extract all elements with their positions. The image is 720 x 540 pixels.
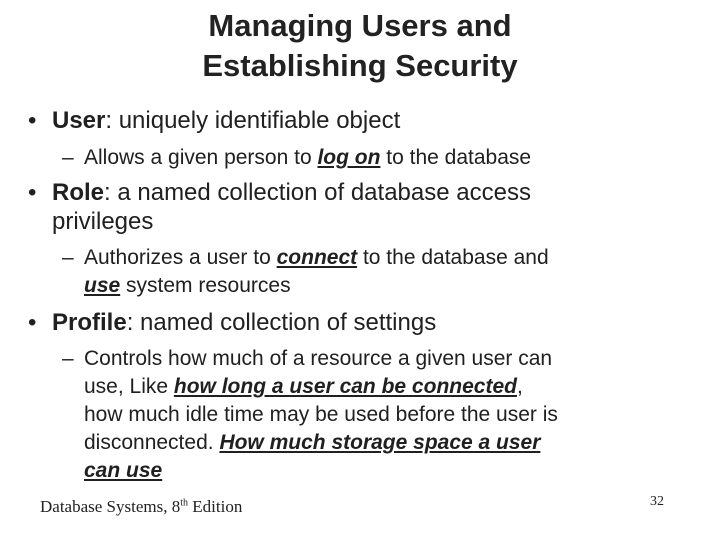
emphasis-how-long: how long a user can be connected (173, 375, 517, 398)
page-number: 32 (650, 494, 664, 509)
emphasis-storage: How much storage space a user (219, 431, 541, 454)
term-user: User (52, 107, 106, 134)
sub-bullet-user-text (84, 144, 531, 171)
sub-bullet-role-text-1 (84, 244, 549, 271)
bullet-user-desc: : uniquely identifiable object (105, 107, 401, 134)
text-segment: use, Like (84, 375, 174, 398)
text-segment: system resources (120, 274, 291, 297)
term-role: Role (52, 179, 105, 206)
text-segment: Authorizes a user to (84, 246, 277, 269)
slide-title-line-2: Establishing Security (202, 48, 518, 83)
footer-book-name: Database Systems, 8 (40, 497, 181, 516)
footer-edition: Edition (188, 497, 243, 516)
text-segment: to the database (380, 146, 532, 169)
sub-bullet-dash: – (62, 347, 74, 370)
emphasis-log-on: log on (317, 146, 381, 169)
sub-bullet-profile-line-2 (84, 373, 523, 400)
sub-bullet-role-text-2 (84, 272, 291, 299)
footer-book-title (40, 497, 242, 517)
emphasis-can-use: can use (84, 459, 163, 482)
bullet-user-text (52, 106, 400, 135)
sub-bullet-dash: – (62, 246, 74, 269)
bullet-role-desc-2: privileges (52, 208, 154, 235)
sub-bullet-profile-line-3: how much idle time may be used before the user is (84, 403, 558, 426)
bullet-dot: • (28, 309, 37, 336)
bullet-role-desc-1: : a named collection of database access (104, 179, 531, 206)
text-segment: Allows a given person to (84, 146, 318, 169)
bullet-role-text (52, 178, 531, 207)
emphasis-connect: connect (276, 246, 358, 269)
sub-bullet-profile-line-5 (84, 457, 162, 484)
footer-superscript: th (180, 497, 189, 509)
text-segment: to the database and (357, 246, 549, 269)
bullet-dot: • (28, 107, 37, 134)
sub-bullet-profile-line-4 (84, 429, 540, 456)
bullet-profile-desc: : named collection of settings (126, 309, 437, 336)
term-profile: Profile (52, 309, 127, 336)
text-segment: disconnected. (84, 431, 220, 454)
bullet-dot: • (28, 179, 37, 206)
sub-bullet-profile-line-1: Controls how much of a resource a given user can (84, 347, 553, 370)
emphasis-use: use (84, 274, 121, 297)
sub-bullet-dash: – (62, 146, 74, 169)
slide-title (0, 6, 720, 86)
bullet-profile-text (52, 308, 436, 337)
slide-title-line-1: Managing Users and (208, 8, 512, 43)
text-segment: , (516, 375, 523, 398)
